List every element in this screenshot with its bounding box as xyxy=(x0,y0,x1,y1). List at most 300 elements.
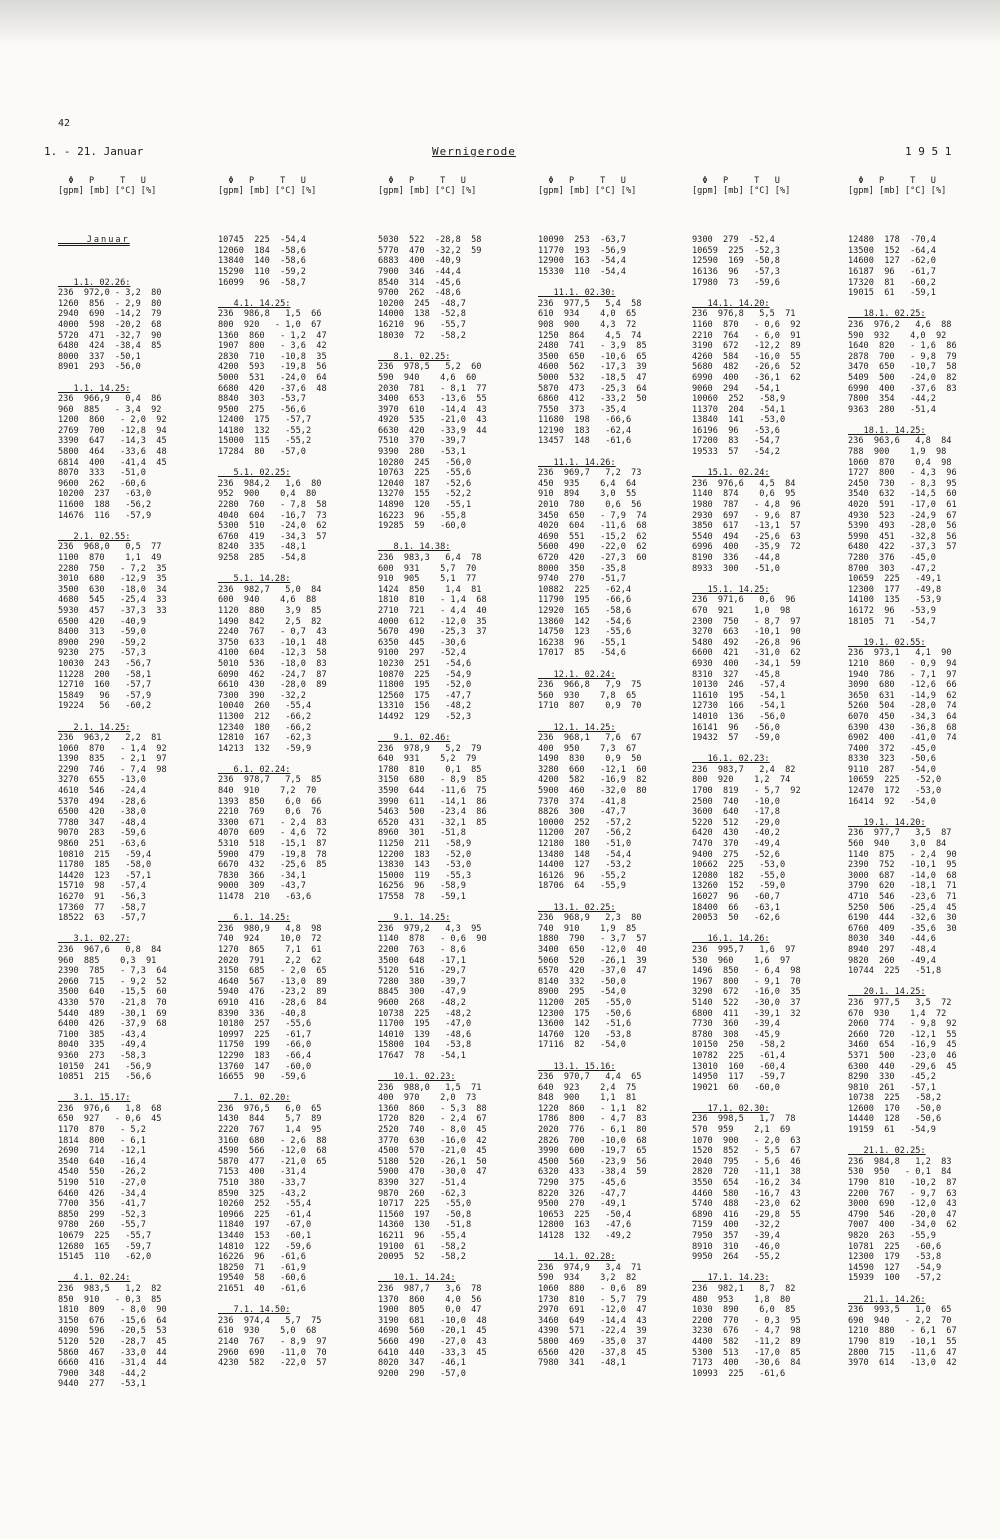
data-row: 12290 183 -66,4 xyxy=(218,1050,312,1061)
data-row: 236 983,7 2,4 82 xyxy=(692,764,796,775)
data-row: 236 976,8 5,5 71 xyxy=(692,309,796,320)
data-row: 2940 690 -14,2 79 xyxy=(58,309,162,320)
data-row: 8900 290 -59,2 xyxy=(58,637,146,648)
data-row: 9100 297 -52,4 xyxy=(378,648,466,659)
blank-line xyxy=(692,288,852,299)
data-row: 3290 672 -16,0 35 xyxy=(692,987,801,998)
data-row: 236 963,6 4,8 84 xyxy=(848,436,952,447)
blank-line xyxy=(58,924,218,935)
data-row: 6890 416 -29,8 55 xyxy=(692,1209,801,1220)
data-row: 12300 179 -53,8 xyxy=(848,1252,942,1263)
data-row: 12300 175 -50,6 xyxy=(538,1008,632,1019)
data-row: 8330 323 -50,6 xyxy=(848,754,936,765)
data-row: 6390 430 -36,8 68 xyxy=(848,722,957,733)
data-row: 19159 61 -54,9 xyxy=(848,1125,936,1136)
data-row: 13260 152 -59,0 xyxy=(692,881,786,892)
data-row: 6910 416 -28,6 84 xyxy=(218,997,327,1008)
data-row: 236 977,5 3,5 72 xyxy=(848,997,952,1008)
data-row: 236 978,7 7,5 85 xyxy=(218,775,322,786)
data-row: 19015 61 -59,1 xyxy=(848,288,936,299)
data-row: 670 921 1,0 98 xyxy=(692,605,791,616)
data-row: 11228 200 -58,1 xyxy=(58,669,152,680)
data-row: 8220 326 -47,7 xyxy=(538,1188,626,1199)
data-row: 1496 850 - 6,4 98 xyxy=(692,966,801,977)
data-row: 960 885 0,3 91 xyxy=(58,955,157,966)
data-row: 14890 120 -55,1 xyxy=(378,500,472,511)
ascent-title: 11.1. 02.30: xyxy=(538,288,616,299)
blank-line xyxy=(538,892,698,903)
data-row: 740 924 10,0 72 xyxy=(218,934,322,945)
data-row: 8290 330 -45,2 xyxy=(848,1072,936,1083)
data-row: 3190 681 -10,0 48 xyxy=(378,1315,487,1326)
data-row: 600 940 4,6 88 xyxy=(218,595,317,606)
data-row: 4690 560 -20,1 45 xyxy=(378,1326,487,1337)
data-row: 7100 385 -43,4 xyxy=(58,1029,146,1040)
data-row: 1780 810 0,1 85 xyxy=(378,764,482,775)
data-row: 8540 314 -45,6 xyxy=(378,277,461,288)
data-row: 5190 510 -27,0 xyxy=(58,1178,146,1189)
blank-line xyxy=(58,1083,218,1094)
data-row: 12400 175 -57,7 xyxy=(218,415,312,426)
ascent-title: 4.1. 14.25: xyxy=(218,298,291,309)
data-row: 1424 850 1,4 81 xyxy=(378,584,482,595)
column-header xyxy=(378,176,538,214)
data-row: 236 986,8 1,5 66 xyxy=(218,309,322,320)
data-row: 15290 110 -59,2 xyxy=(218,266,306,277)
data-row: 6630 420 -33,9 44 xyxy=(378,425,487,436)
data-row: 6090 462 -24,7 87 xyxy=(218,669,327,680)
ascent-title: 2.1. 14.25: xyxy=(58,722,131,733)
data-row: 5940 476 -23,2 89 xyxy=(218,987,327,998)
data-row: 5300 513 -17,0 85 xyxy=(692,1347,801,1358)
data-row: 4930 523 -24,9 67 xyxy=(848,510,957,521)
data-row: 1967 800 - 9,1 70 xyxy=(692,976,801,987)
header-units: [gpm] [mb] [°C] [%] xyxy=(378,186,477,196)
data-row: 11300 212 -66,2 xyxy=(218,711,312,722)
data-row: 12800 163 -47,6 xyxy=(538,1220,632,1231)
data-row: 236 966,9 0,4 86 xyxy=(58,394,162,405)
data-row: 7510 370 -39,7 xyxy=(378,436,466,447)
data-row: 10782 225 -61,4 xyxy=(692,1050,786,1061)
data-row: 5740 488 -23,0 62 xyxy=(692,1199,801,1210)
data-row: 236 983,5 1,2 82 xyxy=(58,1283,162,1294)
data-row: 4020 591 -17,0 61 xyxy=(848,500,957,511)
data-row: 10200 237 -63,0 xyxy=(58,489,152,500)
data-row: 11200 205 -55,0 xyxy=(538,997,632,1008)
data-row: 1210 860 - 0,9 94 xyxy=(848,658,957,669)
data-row: 2140 767 - 8,9 97 xyxy=(218,1336,327,1347)
data-row: 16141 96 -56,0 xyxy=(692,722,780,733)
blank-line xyxy=(58,267,218,278)
ascent-title: 16.1. 02.23: xyxy=(692,754,770,765)
data-row: 5720 471 -32,7 90 xyxy=(58,330,162,341)
data-row: 6560 420 -37,8 45 xyxy=(538,1347,647,1358)
data-row: 15710 98 -57,4 xyxy=(58,881,146,892)
data-row: 10851 215 -56,6 xyxy=(58,1072,152,1083)
data-row: 8030 340 -44,6 xyxy=(848,934,936,945)
data-row: 910 905 5,1 77 xyxy=(378,574,477,585)
data-row: 5900 479 -19,8 78 xyxy=(218,849,327,860)
data-row: 4920 535 -21,0 43 xyxy=(378,415,487,426)
data-row: 8590 325 -43,2 xyxy=(218,1188,306,1199)
blank-line xyxy=(58,246,218,257)
data-row: 16196 96 -53,6 xyxy=(692,425,780,436)
data-row: 13457 148 -61,6 xyxy=(538,436,632,447)
data-row: 5180 520 -26,1 50 xyxy=(378,1156,487,1167)
blank-line xyxy=(848,1284,1000,1295)
header-symbols: Φ P T U xyxy=(58,176,146,186)
blank-line xyxy=(378,1062,538,1073)
data-row: 236 972,0 - 3,2 80 xyxy=(58,288,162,299)
data-row: 4000 598 -20,2 68 xyxy=(58,319,162,330)
data-row: 10200 245 -48,7 xyxy=(378,298,466,309)
ascent-title: 18.1. 02.25: xyxy=(848,309,926,320)
data-row: 5390 493 -28,0 56 xyxy=(848,521,957,532)
data-row: 9500 270 -49,1 xyxy=(538,1199,626,1210)
data-row: 9860 251 -63,6 xyxy=(58,839,146,850)
data-row: 6500 420 -40,9 xyxy=(58,616,146,627)
data-row: 12810 167 -62,3 xyxy=(218,733,312,744)
data-row: 5000 532 -18,5 47 xyxy=(538,372,647,383)
data-row: 4460 580 -16,7 43 xyxy=(692,1188,801,1199)
data-row: 5370 494 -28,6 xyxy=(58,796,146,807)
data-row: 6480 424 -38,4 85 xyxy=(58,341,162,352)
data-row: 12080 182 -55,0 xyxy=(692,870,786,881)
data-column xyxy=(692,176,852,1379)
data-column xyxy=(848,176,1000,1369)
data-row: 15145 110 -62,0 xyxy=(58,1252,152,1263)
data-row: 9950 264 -55,2 xyxy=(692,1252,780,1263)
data-row: 11680 198 -66,6 xyxy=(538,415,632,426)
data-row: 480 953 1,8 80 xyxy=(692,1294,791,1305)
ascent-title: 8.1. 14.38: xyxy=(378,542,451,553)
blank-line xyxy=(538,278,698,289)
data-row: 650 927 - 0,6 45 xyxy=(58,1114,162,1125)
data-row: 5220 512 -29,0 xyxy=(692,817,780,828)
blank-line xyxy=(538,659,698,670)
data-row: 12710 160 -57,7 xyxy=(58,680,152,691)
data-row: 17980 73 -59,6 xyxy=(692,277,780,288)
data-row: 12040 187 -52,6 xyxy=(378,478,472,489)
data-row: 560 930 7,8 65 xyxy=(538,690,637,701)
data-row: 2020 791 2,2 62 xyxy=(218,955,322,966)
ascent-title: 1.1. 02.26: xyxy=(58,277,131,288)
data-row: 4400 582 -11,2 89 xyxy=(692,1336,801,1347)
data-row: 17320 81 -60,2 xyxy=(848,277,936,288)
data-row: 12600 170 -50,0 xyxy=(848,1103,942,1114)
ascent-title: 16.1. 14.26: xyxy=(692,934,770,945)
data-row: 14492 129 -52,3 xyxy=(378,711,472,722)
data-row: 11610 195 -54,1 xyxy=(692,690,786,701)
data-row: 1900 805 0,0 47 xyxy=(378,1305,482,1316)
data-row: 10659 225 -49,1 xyxy=(848,574,942,585)
data-row: 19540 58 -60,6 xyxy=(218,1273,306,1284)
blank-line xyxy=(848,214,1000,225)
data-row: 800 920 1,2 74 xyxy=(692,775,791,786)
data-row: 1490 842 2,5 82 xyxy=(218,616,322,627)
ascent-title: 10.1. 02.23: xyxy=(378,1072,456,1083)
data-row: 10738 225 -48,2 xyxy=(378,1008,472,1019)
data-row: 7280 376 -45,0 xyxy=(848,553,936,563)
data-row: 3000 687 -14,0 68 xyxy=(848,870,957,881)
data-row: 6860 412 -33,2 50 xyxy=(538,394,647,405)
data-row: 4000 612 -12,0 35 xyxy=(378,616,487,627)
data-row: 1060 880 - 0,6 89 xyxy=(538,1283,647,1294)
blank-line xyxy=(692,1093,852,1104)
blank-line xyxy=(692,225,852,236)
column-header xyxy=(218,176,378,214)
data-row: 8940 297 -48,4 xyxy=(848,944,936,955)
data-row: 18105 71 -54,7 xyxy=(848,616,936,627)
data-row: 2690 714 -12,1 xyxy=(58,1146,146,1157)
data-row: 6990 400 -37,6 83 xyxy=(848,383,957,394)
data-row: 14010 139 -48,6 xyxy=(378,1029,472,1040)
blank-line xyxy=(378,723,538,734)
data-row: 9600 268 -48,2 xyxy=(378,997,466,1008)
data-row: 15000 115 -55,2 xyxy=(218,436,312,447)
data-row: 1170 870 - 5,2 xyxy=(58,1125,146,1136)
data-row: 2300 750 - 8,7 97 xyxy=(692,616,801,627)
blank-line xyxy=(378,341,538,352)
data-row: 5371 500 -23,0 46 xyxy=(848,1050,957,1061)
data-row: 8901 293 -56,0 xyxy=(58,362,141,373)
data-row: 1070 900 - 2,0 63 xyxy=(692,1135,801,1146)
data-row: 15330 110 -54,4 xyxy=(538,266,626,277)
data-row: 5463 500 -23,4 86 xyxy=(378,807,487,818)
data-row: 12200 183 -52,0 xyxy=(378,849,472,860)
data-row: 12340 180 -66,2 xyxy=(218,722,312,733)
data-row: 5930 457 -37,3 33 xyxy=(58,605,167,616)
header-units: [gpm] [mb] [°C] [%] xyxy=(218,186,317,196)
data-row: 9700 262 -48,6 xyxy=(378,288,461,299)
data-row: 16256 96 -58,9 xyxy=(378,881,466,892)
data-row: 12920 165 -58,6 xyxy=(538,605,632,616)
data-row: 16270 91 -56,3 xyxy=(58,892,146,902)
data-row: 2970 691 -12,0 47 xyxy=(538,1305,647,1316)
data-row: 5660 490 -27,0 43 xyxy=(378,1336,487,1347)
ascent-title: 14.1. 02.28: xyxy=(538,1252,616,1263)
blank-line xyxy=(692,744,852,755)
blank-line xyxy=(848,807,1000,818)
ascent-title: 8.1. 02.25: xyxy=(378,351,451,362)
data-row: 236 982,1 8,7 82 xyxy=(692,1283,796,1294)
data-row: 236 987,7 3,6 78 xyxy=(378,1283,482,1294)
ascent-title: 6.1. 14.25: xyxy=(218,913,291,924)
data-row: 10745 225 -54,4 xyxy=(218,235,306,246)
data-row: 6996 400 -35,9 72 xyxy=(692,542,801,553)
ascent-title: 3.1. 15.17: xyxy=(58,1093,131,1104)
data-row: 14180 132 -55,2 xyxy=(218,425,312,436)
data-row: 1980 787 - 4,8 96 xyxy=(692,500,801,511)
data-row: 17017 85 -54,6 xyxy=(538,648,626,659)
blank-line xyxy=(692,574,852,585)
data-row: 12480 178 -70,4 xyxy=(848,235,936,246)
data-row: 3790 620 -18,1 71 xyxy=(848,881,957,892)
blank-line xyxy=(218,214,378,225)
data-row: 236 969,7 7,2 73 xyxy=(538,468,642,479)
data-row: 5250 506 -25,4 45 xyxy=(848,902,957,913)
data-row: 1814 800 - 6,1 xyxy=(58,1135,146,1146)
data-row: 7370 374 -41,8 xyxy=(538,796,626,807)
data-row: 1220 860 - 1,1 82 xyxy=(538,1103,647,1114)
data-row: 236 978,5 5,2 60 xyxy=(378,362,482,373)
data-row: 6410 440 -33,3 45 xyxy=(378,1347,487,1358)
data-row: 9500 275 -56,6 xyxy=(218,404,306,415)
data-row: 13830 143 -53,0 xyxy=(378,860,472,871)
data-row: 16655 90 -59,6 xyxy=(218,1072,306,1083)
data-row: 9390 280 -53,1 xyxy=(378,447,466,458)
blank-line xyxy=(692,214,852,225)
header-symbols: Φ P T U xyxy=(848,176,936,186)
data-row: 9600 262 -60,6 xyxy=(58,478,146,489)
ascent-title: 21.1. 02.25: xyxy=(848,1146,926,1157)
data-row: 6814 400 -41,4 45 xyxy=(58,457,167,468)
data-row: 4330 570 -21,8 70 xyxy=(58,997,167,1008)
data-row: 14950 117 -59,7 xyxy=(692,1072,786,1083)
data-row: 1700 819 - 5,7 92 xyxy=(692,786,801,797)
data-row: 610 934 4,0 65 xyxy=(538,309,637,320)
data-row: 5900 460 -32,0 80 xyxy=(538,786,647,797)
data-row: 14010 136 -56,0 xyxy=(692,711,786,722)
data-row: 6070 450 -34,3 64 xyxy=(848,711,957,722)
data-row: 6883 400 -40,9 xyxy=(378,256,461,267)
data-row: 236 988,0 1,5 71 xyxy=(378,1082,482,1093)
data-row: 9400 275 -52,6 xyxy=(692,849,780,860)
data-row: 3300 671 - 2,4 83 xyxy=(218,817,327,828)
data-row: 10260 252 -55,4 xyxy=(218,1199,312,1210)
data-row: 3540 632 -14,5 60 xyxy=(848,489,957,500)
data-row: 236 976,5 6,0 65 xyxy=(218,1103,322,1114)
data-row: 5770 470 -32,2 59 xyxy=(378,245,482,256)
data-row: 6660 416 -31,4 44 xyxy=(58,1358,167,1369)
blank-line xyxy=(378,532,538,543)
data-row: 14676 116 -57,9 xyxy=(58,510,152,521)
data-row: 14750 123 -55,6 xyxy=(538,627,632,638)
data-row: 2060 715 - 9,2 52 xyxy=(58,976,167,987)
data-row: 3150 676 -15,6 64 xyxy=(58,1315,167,1326)
blank-line xyxy=(218,458,378,469)
data-row: 15000 119 -55,3 xyxy=(378,870,472,881)
data-row: 10653 225 -50,4 xyxy=(538,1209,632,1220)
data-row: 3460 649 -14,4 43 xyxy=(538,1315,647,1326)
data-row: 3190 672 -12,2 89 xyxy=(692,341,801,352)
data-row: 1810 810 - 1,4 68 xyxy=(378,595,487,606)
data-row: 9200 290 -57,0 xyxy=(378,1368,466,1379)
data-row: 10060 252 -58,9 xyxy=(692,394,786,405)
data-row: 10090 253 -63,7 xyxy=(538,235,626,246)
data-row: 7510 380 -33,7 xyxy=(218,1178,306,1189)
data-row: 16187 96 -61,7 xyxy=(848,266,936,277)
data-row: 10717 225 -55,0 xyxy=(378,1199,472,1210)
data-row: 6500 420 -38,0 xyxy=(58,807,146,818)
data-row: 2060 774 - 9,8 92 xyxy=(848,1019,957,1030)
data-row: 4500 560 -23,9 56 xyxy=(538,1156,647,1167)
data-row: 236 979,2 4,3 95 xyxy=(378,923,482,934)
data-row: 236 982,7 5,0 84 xyxy=(218,584,322,595)
data-row: 11790 195 -66,6 xyxy=(538,595,632,606)
data-row: 236 973,1 4,1 90 xyxy=(848,648,952,659)
data-row: 4200 593 -19,8 56 xyxy=(218,362,327,373)
data-row: 12470 172 -53,0 xyxy=(848,786,942,797)
data-row: 640 931 5,2 79 xyxy=(378,754,477,765)
blank-line xyxy=(538,214,698,225)
data-row: 5870 473 -25,3 64 xyxy=(538,383,647,394)
data-row: 12560 175 -47,7 xyxy=(378,690,472,701)
data-row: 1210 880 - 6,1 67 xyxy=(848,1326,957,1337)
data-row: 5060 520 -26,1 39 xyxy=(538,955,647,966)
data-row: 590 934 3,2 82 xyxy=(538,1273,637,1284)
data-row: 16223 96 -55,8 xyxy=(378,510,466,521)
ascent-title: 21.1. 14.26: xyxy=(848,1294,926,1305)
data-row: 2030 781 - 8,1 77 xyxy=(378,383,487,394)
data-row: 6320 433 -38,4 59 xyxy=(538,1167,647,1178)
ascent-title: 15.1. 02.24: xyxy=(692,468,770,479)
data-row: 11370 204 -54,1 xyxy=(692,404,786,415)
data-row: 11478 210 -63,6 xyxy=(218,892,312,902)
data-row: 3990 600 -19,7 65 xyxy=(538,1146,647,1157)
data-row: 7730 360 -39,4 xyxy=(692,1019,780,1030)
data-row: 10744 225 -51,8 xyxy=(848,966,942,977)
data-row: 7153 400 -31,4 xyxy=(218,1167,306,1178)
data-row: 1140 875 - 2,4 90 xyxy=(848,849,957,860)
data-row: 3500 640 -15,5 60 xyxy=(58,987,167,998)
data-row: 1120 880 3,9 85 xyxy=(218,605,322,616)
data-row: 12680 165 -59,7 xyxy=(58,1241,152,1252)
data-row: 2200 770 - 0,3 95 xyxy=(692,1315,801,1326)
data-row: 9440 277 -53,1 xyxy=(58,1379,146,1390)
data-row: 7800 354 -44,2 xyxy=(848,394,936,405)
data-row: 3000 690 -12,0 43 xyxy=(848,1199,957,1210)
data-row: 3990 611 -14,1 86 xyxy=(378,796,487,807)
data-row: 8190 336 -44,8 xyxy=(692,553,780,563)
data-row: 610 930 5,0 68 xyxy=(218,1326,317,1337)
blank-line xyxy=(692,1263,852,1274)
data-row: 5120 516 -29,7 xyxy=(378,966,466,977)
data-row: 16027 96 -60,7 xyxy=(692,892,780,902)
data-row: 3850 617 -13,1 57 xyxy=(692,521,801,532)
data-row: 15849 96 -57,9 xyxy=(58,690,152,701)
data-row: 3500 630 -18,0 34 xyxy=(58,584,167,595)
data-row: 8040 335 -49,4 xyxy=(58,1040,146,1051)
data-row: 8390 336 -40,8 xyxy=(218,1008,306,1019)
data-row: 8240 335 -48,1 xyxy=(218,542,306,553)
data-row: 236 998,5 1,7 78 xyxy=(692,1114,796,1125)
data-row: 17360 77 -58,7 xyxy=(58,902,146,913)
data-row: 236 995,7 1,6 97 xyxy=(692,944,796,955)
ascent-title: 12.1. 14.25: xyxy=(538,722,616,733)
data-row: 7900 348 -44,2 xyxy=(58,1368,146,1379)
ascent-title: 7.1. 02.20: xyxy=(218,1093,291,1104)
data-row: 20053 50 -62,6 xyxy=(692,913,780,924)
data-row: 12060 184 -58,6 xyxy=(218,245,306,256)
blank-line xyxy=(218,288,378,299)
data-row: 1720 820 - 2,4 67 xyxy=(378,1114,487,1125)
data-row: 3400 650 -12,0 40 xyxy=(538,944,647,955)
data-row: 10763 225 -55,6 xyxy=(378,468,472,479)
data-row: 5300 510 -24,0 62 xyxy=(218,521,327,532)
data-row: 1940 786 - 7,1 97 xyxy=(848,669,957,680)
ascent-title: 17.1. 14.23: xyxy=(692,1273,770,1284)
data-row: 236 977,5 5,4 58 xyxy=(538,298,642,309)
data-row: 17116 82 -54,0 xyxy=(538,1040,626,1051)
data-row: 2010 780 0,6 56 xyxy=(538,500,642,511)
data-row: 5600 490 -22,0 62 xyxy=(538,542,647,553)
data-row: 15939 100 -57,2 xyxy=(848,1273,942,1284)
data-row: 236 974,4 5,7 75 xyxy=(218,1315,322,1326)
data-row: 6902 400 -41,0 74 xyxy=(848,733,957,744)
data-row: 530 950 - 0,1 84 xyxy=(848,1167,952,1178)
data-row: 8910 310 -46,0 xyxy=(692,1241,780,1252)
